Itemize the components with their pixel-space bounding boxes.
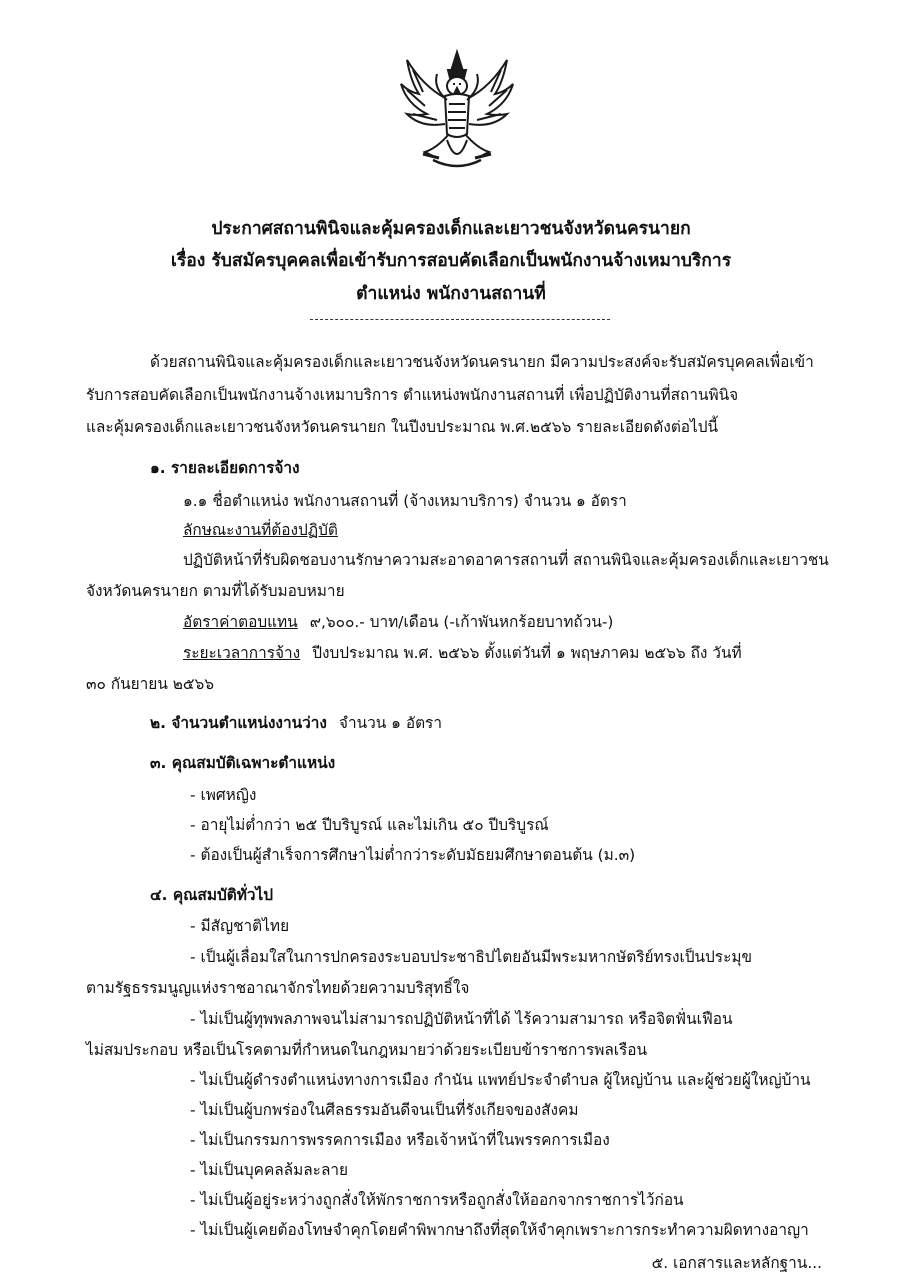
- position-item: ๑.๑ ชื่อตำแหน่ง พนักงานสถานที่ (จ้างเหมาบริการ) จำนวน ๑ อัตรา: [183, 492, 627, 510]
- general-item: - ไม่เป็นผู้บกพร่องในศีลธรรมอันดีจนเป็นที่รังเกียจของสังคม: [190, 1101, 579, 1119]
- general-item: - ไม่เป็นผู้ทุพพลภาพจนไม่สามารถปฏิบัติหน้าที่ได้ ไร้ความสามารถ หรือจิตฟั่นเฟือน: [190, 1010, 733, 1028]
- general-item: - ไม่เป็นกรรมการพรรคการเมือง หรือเจ้าหน้าที่ในพรรคการเมือง: [190, 1131, 610, 1149]
- intro-line: ด้วยสถานพินิจและคุ้มครองเด็กและเยาวชนจังหวัดนครนายก มีความประสงค์จะรับสมัครบุคคลเพื่อเข้า: [150, 353, 814, 371]
- period-continuation: ๓๐ กันยายน ๒๕๖๖: [86, 675, 215, 693]
- intro-line: รับการสอบคัดเลือกเป็นพนักงานจ้างเหมาบริการ ตำแหน่งพนักงานสถานที่ เพื่อปฏิบัติงานที่สถานพินิจ: [86, 386, 739, 404]
- qualification-item: - ต้องเป็นผู้สำเร็จการศึกษาไม่ต่ำกว่าระดับมัธยมศึกษาตอนต้น (ม.๓): [190, 846, 636, 864]
- garuda-emblem-icon: [393, 48, 521, 176]
- announcement-title: ประกาศสถานพินิจและคุ้มครองเด็กและเยาวชนจังหวัดนครนายก: [211, 219, 691, 239]
- pay-value: ๙,๖๐๐.- บาท/เดือน (-เก้าพันหกร้อยบาทถ้วน-): [309, 613, 614, 631]
- duty-line: จังหวัดนครนายก ตามที่ได้รับมอบหมาย: [86, 582, 345, 600]
- general-item-continuation: ตามรัฐธรรมนูญแห่งราชอาณาจักรไทยด้วยความบริสุทธิ์ใจ: [86, 979, 470, 997]
- period-value: ปีงบประมาณ พ.ศ. ๒๕๖๖ ตั้งแต่วันที่ ๑ พฤษภาคม ๒๕๖๖ ถึง วันที่: [312, 644, 742, 662]
- section-3-heading: ๓. คุณสมบัติเฉพาะตำแหน่ง: [150, 754, 336, 772]
- pay-label: อัตราค่าตอบแทน: [183, 613, 298, 631]
- intro-line: และคุ้มครองเด็กและเยาวชนจังหวัดนครนายก ในปีงบประมาณ พ.ศ.๒๕๖๖ รายละเอียดดังต่อไปนี้: [86, 418, 719, 436]
- announcement-position: ตำแหน่ง พนักงานสถานที่: [356, 284, 546, 304]
- duty-line: ปฏิบัติหน้าที่รับผิดชอบงานรักษาความสะอาดอาคารสถานที่ สถานพินิจและคุ้มครองเด็กและเยาวชน: [183, 551, 829, 569]
- general-item: - มีสัญชาติไทย: [190, 917, 290, 935]
- general-item: - ไม่เป็นผู้เคยต้องโทษจำคุกโดยคำพิพากษาถึงที่สุดให้จำคุกเพราะการกระทำความผิดทางอาญา: [190, 1221, 809, 1239]
- header-divider: [310, 319, 610, 320]
- general-item: - ไม่เป็นผู้อยู่ระหว่างถูกสั่งให้พักราชการหรือถูกสั่งให้ออกจากราชการไว้ก่อน: [190, 1191, 684, 1209]
- general-item: - ไม่เป็นบุคคลล้มละลาย: [190, 1161, 349, 1179]
- announcement-subject: เรื่อง รับสมัครบุคคลเพื่อเข้ารับการสอบคัดเลือกเป็นพนักงานจ้างเหมาบริการ: [170, 251, 732, 271]
- section-2-line: [150, 710, 442, 735]
- period-line: [183, 640, 742, 665]
- qualification-item: - เพศหญิง: [190, 786, 257, 804]
- section-1-heading: ๑. รายละเอียดการจ้าง: [150, 459, 300, 477]
- qualification-item: - อายุไม่ต่ำกว่า ๒๕ ปีบริบูรณ์ และไม่เกิน ๕๐ ปีบริบูรณ์: [190, 816, 549, 834]
- period-label: ระยะเวลาการจ้าง: [183, 644, 301, 662]
- general-item-continuation: ไม่สมประกอบ หรือเป็นโรคตามที่กำหนดในกฎหมายว่าด้วยระเบียบข้าราชการพลเรือน: [86, 1041, 648, 1059]
- vacancy-count: จำนวน ๑ อัตรา: [338, 714, 442, 732]
- section-4-heading: ๔. คุณสมบัติทั่วไป: [150, 886, 274, 904]
- duty-label: ลักษณะงานที่ต้องปฏิบัติ: [183, 521, 338, 539]
- continued-marker: ๕. เอกสารและหลักฐาน...: [651, 1254, 822, 1272]
- pay-line: [183, 609, 613, 634]
- section-2-heading: ๒. จำนวนตำแหน่งงานว่าง: [150, 714, 327, 732]
- general-item: - เป็นผู้เลื่อมใสในการปกครองระบอบประชาธิปไตยอันมีพระมหากษัตริย์ทรงเป็นประมุข: [190, 948, 753, 966]
- general-item: - ไม่เป็นผู้ดำรงตำแหน่งทางการเมือง กำนัน แพทย์ประจำตำบล ผู้ใหญ่บ้าน และผู้ช่วยผู้ใหญ่บ้าน: [190, 1071, 811, 1089]
